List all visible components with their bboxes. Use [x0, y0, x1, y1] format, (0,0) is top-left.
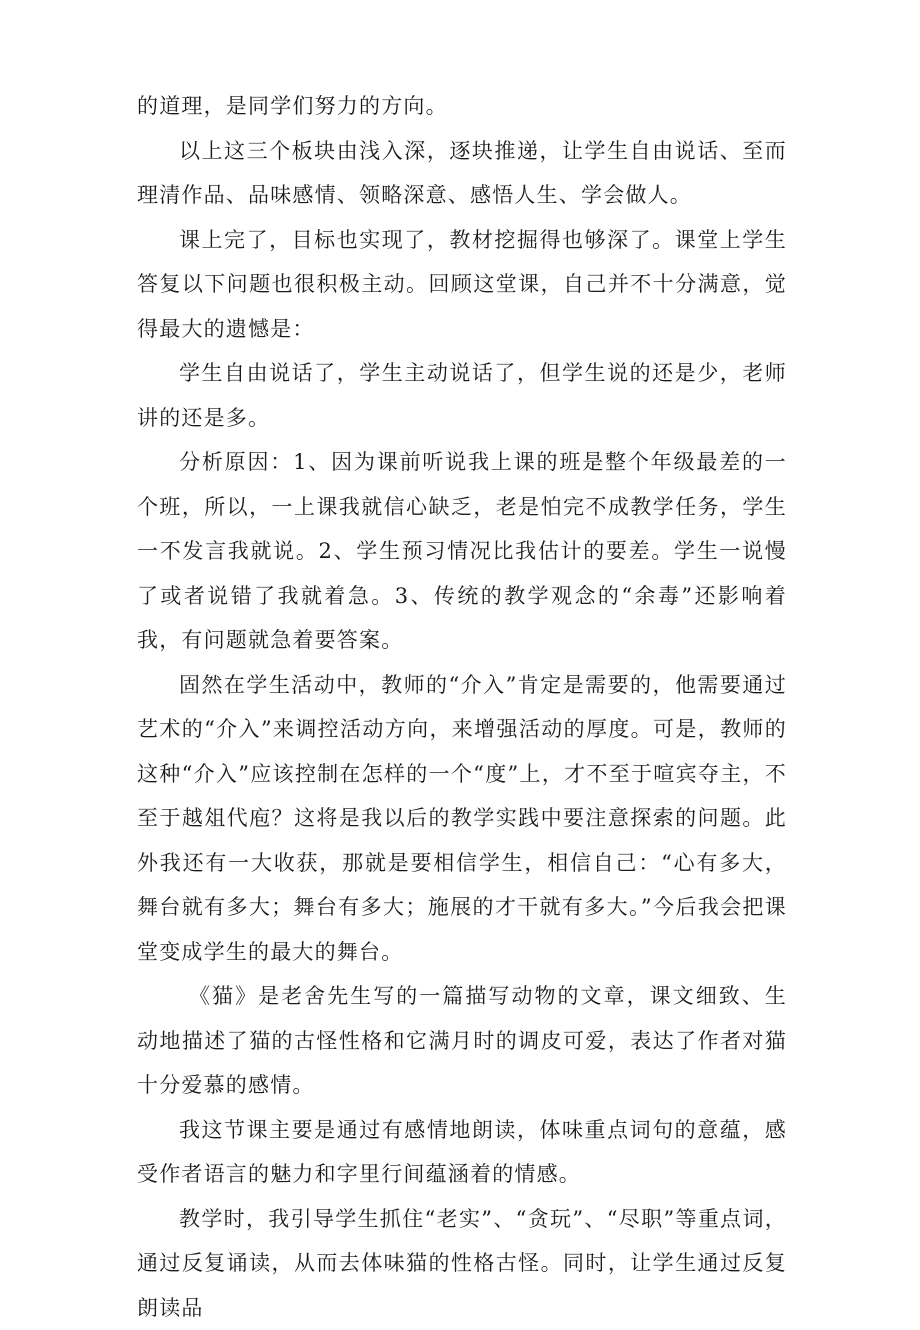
paragraph: 固然在学生活动中，教师的“介入”肯定是需要的，他需要通过艺术的“介入”来调控活动方向，来增强活动的厚度。可是，教师的这种“介入”应该控制在怎样的一个“度”上，才不至于喧宾夺主，不至于越俎代庖？这将是我以后的教学实践中要注意探索的问题。此外我还有一大收获，那就是要相信学生，相信自己：“心有多大，舞台就有多大；舞台有多大；施展的才干就有多大。”今后我会把课堂变成学生的最大的舞台。: [137, 663, 787, 975]
paragraph: 《猫》是老舍先生写的一篇描写动物的文章，课文细致、生动地描述了猫的古怪性格和它满月时的调皮可爱，表达了作者对猫十分爱慕的感情。: [137, 974, 787, 1108]
paragraph: 我这节课主要是通过有感情地朗读，体味重点词句的意蕴，感受作者语言的魅力和字里行间蕴涵着的情感。: [137, 1108, 787, 1197]
paragraph-continuation: 的道理，是同学们努力的方向。: [137, 84, 787, 129]
paragraph: 分析原因：1、因为课前听说我上课的班是整个年级最差的一个班，所以，一上课我就信心缺乏，老是怕完不成教学任务，学生一不发言我就说。2、学生预习情况比我估计的要差。学生一说慢了或者说错了我就着急。3、传统的教学观念的“余毒”还影响着我，有问题就急着要答案。: [137, 440, 787, 663]
paragraph: 以上这三个板块由浅入深，逐块推递，让学生自由说话、至而理清作品、品味感情、领略深意、感悟人生、学会做人。: [137, 129, 787, 218]
paragraph: 课上完了，目标也实现了，教材挖掘得也够深了。课堂上学生答复以下问题也很积极主动。回顾这堂课，自己并不十分满意，觉得最大的遗憾是：: [137, 218, 787, 352]
paragraph: 学生自由说话了，学生主动说话了，但学生说的还是少，老师讲的还是多。: [137, 351, 787, 440]
paragraph: 教学时，我引导学生抓住“老实”、“贪玩”、“尽职”等重点词，通过反复诵读，从而去体味猫的性格古怪。同时，让学生通过反复朗读品: [137, 1197, 787, 1330]
document-body: [137, 84, 787, 1330]
